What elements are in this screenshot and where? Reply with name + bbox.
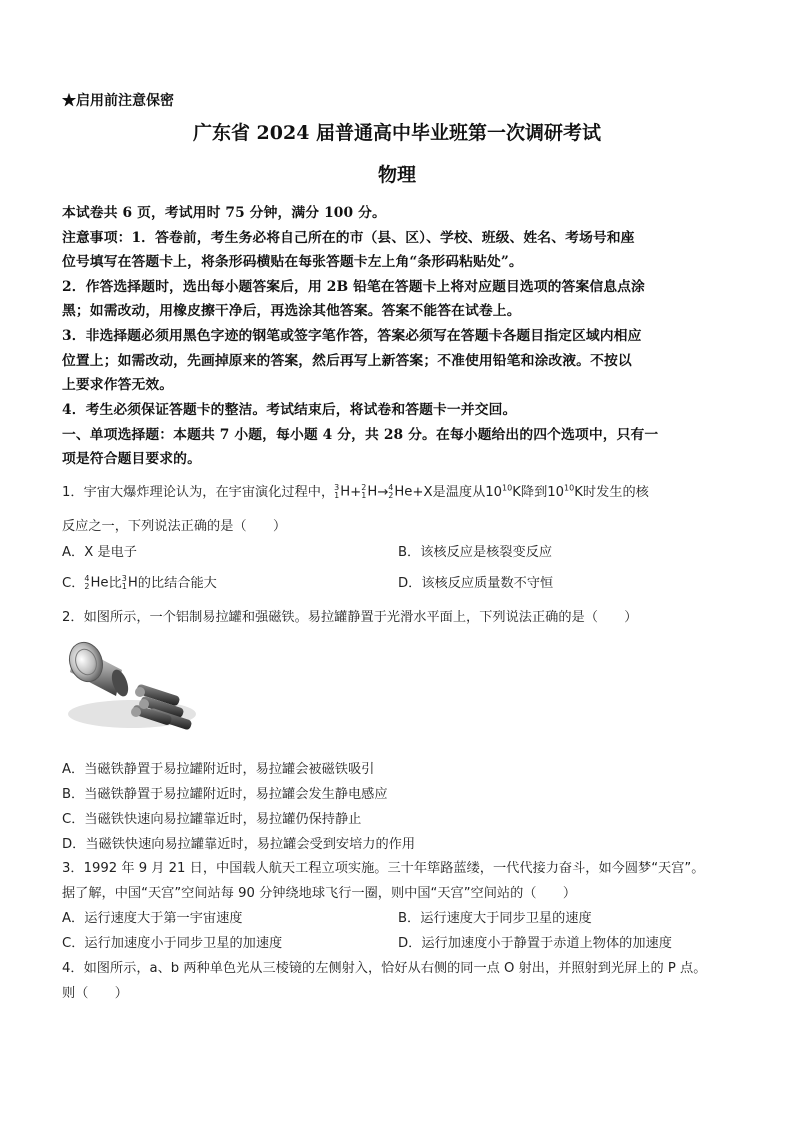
intro-line: 本试卷共 6 页，考试用时 75 分钟，满分 100 分。 — [62, 205, 386, 221]
question-2-option-a: A．当磁铁静置于易拉罐附近时，易拉罐会被磁铁吸引 — [62, 762, 375, 777]
note-3-line-2: 位置上；如需改动，先画掉原来的答案，然后再写上新答案；不准使用铅笔和涂改液。不按以 — [62, 353, 632, 369]
nuclide-he4-option — [84, 575, 108, 591]
question-1-option-d: D．该核反应质量数不守恒 — [398, 576, 554, 591]
can-and-magnet-figure — [62, 636, 200, 742]
q1-end-text: 时发生的核 — [582, 485, 649, 500]
temperature-2-exponent: 10 — [564, 483, 575, 493]
h3-symbol: H — [340, 485, 351, 500]
question-3-option-c: C．运行加速度小于同步卫星的加速度 — [62, 936, 283, 951]
question-4-stem-line-1: 4．如图所示，a、b 两种单色光从三棱镜的左侧射入，恰好从右侧的同一点 O 射出，并照射到光屏上的 P 点。 — [62, 961, 707, 976]
note-2-line-2: 黑；如需改动，用橡皮擦干净后，再选涂其他答案。答案不能答在试卷上。 — [62, 303, 521, 319]
question-1-option-c — [62, 572, 217, 591]
nuclide-h3-option — [122, 575, 138, 591]
q1-mid-text-2: 降到 — [520, 485, 548, 500]
he4-symbol: He — [394, 485, 413, 500]
question-3-option-a: A．运行速度大于第一宇宙速度 — [62, 911, 243, 926]
option-c-tail: 的比结合能大 — [137, 576, 217, 591]
opt-h3-symbol: H — [127, 576, 138, 591]
question-3-stem-line-2: 据了解，中国“天宫”空间站每 90 分钟绕地球飞行一圈，则中国“天宫”空间站的（ ） — [62, 886, 577, 901]
option-c-prefix: C． — [62, 576, 85, 591]
opt-h3-mass-number: 3 — [121, 574, 127, 584]
temperature-1-unit: K — [512, 485, 521, 500]
question-2-option-c: C．当磁铁快速向易拉罐靠近时，易拉罐仍保持静止 — [62, 812, 362, 827]
temperature-1-exponent: 10 — [502, 483, 513, 493]
note-3-line-1: 3．非选择题必须用黑色字迹的钢笔或签字笔作答，答案必须写在答题卡各题目指定区域内相应 — [62, 328, 642, 344]
reaction-arrow: → — [377, 485, 389, 500]
question-4-stem-line-2: 则（ ） — [62, 986, 128, 1001]
h2-mass-number: 2 — [361, 483, 367, 493]
opt-h3-charge-number: 1 — [121, 582, 127, 591]
question-1-stem-line-1 — [62, 481, 649, 500]
question-2-option-d: D．当磁铁快速向易拉罐靠近时，易拉罐会受到安培力的作用 — [62, 837, 416, 852]
q1-mid-text: 是温度从 — [432, 485, 486, 500]
note-1-line-1: 注意事项：1．答卷前，考生务必将自己所在的市（县、区）、学校、班级、姓名、考场号和座 — [62, 230, 635, 246]
question-1-stem-line-2: 反应之一，下列说法正确的是（ ） — [62, 519, 287, 534]
h2-symbol: H — [367, 485, 378, 500]
option-c-mid: 比 — [108, 576, 122, 591]
note-4: 4．考生必须保证答题卡的整洁。考试结束后，将试卷和答题卡一并交回。 — [62, 402, 517, 418]
h2-charge-number: 1 — [361, 491, 367, 500]
section-1-heading-line-1: 一、单项选择题：本题共 7 小题，每小题 4 分，共 28 分。在每小题给出的四个选项中，只有一 — [62, 427, 659, 443]
note-3-line-3: 上要求作答无效。 — [62, 377, 174, 393]
he4-mass-number: 4 — [388, 483, 394, 493]
question-3-option-b: B．运行速度大于同步卫星的速度 — [398, 911, 592, 926]
question-1-option-a: A．X 是电子 — [62, 545, 137, 560]
question-3-stem-line-1: 3．1992 年 9 月 21 日，中国载人航天工程立项实施。三十年筚路蓝缕，一代代接力奋斗，如今圆梦“天宫”。 — [62, 861, 705, 876]
temperature-1-base: 10 — [485, 485, 503, 500]
exam-title: 广东省 2024 届普通高中毕业班第一次调研考试 — [192, 122, 602, 144]
opt-he4-charge-number: 2 — [84, 582, 90, 591]
nuclide-h2 — [361, 484, 377, 500]
h3-mass-number: 3 — [334, 483, 340, 493]
note-2-line-1: 2．作答选择题时，选出每小题答案后，用 2B 铅笔在答题卡上将对应题目选项的答案信息点涂 — [62, 279, 645, 295]
temperature-2-unit: K — [574, 485, 583, 500]
question-1-option-b: B．该核反应是核裂变反应 — [398, 545, 553, 560]
subject-title: 物理 — [377, 164, 416, 186]
he4-charge-number: 2 — [388, 491, 394, 500]
opt-he4-symbol: He — [90, 576, 109, 591]
aluminum-can-shape — [64, 638, 131, 699]
temperature-2-base: 10 — [547, 485, 565, 500]
nuclide-h3 — [334, 484, 350, 500]
q1-prefix: 1．宇宙大爆炸理论认为，在宇宙演化过程中， — [62, 485, 335, 500]
note-1-line-2: 位号填写在答题卡上，将条形码横贴在每张答题卡左上角“条形码粘贴处”。 — [62, 254, 523, 270]
question-2-option-b: B．当磁铁静置于易拉罐附近时，易拉罐会发生静电感应 — [62, 787, 388, 802]
h3-charge-number: 1 — [334, 491, 340, 500]
question-2-stem: 2．如图所示，一个铝制易拉罐和强磁铁。易拉罐静置于光滑水平面上，下列说法正确的是（ ） — [62, 610, 638, 625]
equation-tail: +X — [412, 485, 433, 500]
confidential-label: ★启用前注意保密 — [62, 93, 174, 109]
plus-sign: + — [350, 485, 362, 500]
nuclide-he4 — [388, 484, 412, 500]
question-3-option-d: D．运行加速度小于静置于赤道上物体的加速度 — [398, 936, 672, 951]
opt-he4-mass-number: 4 — [84, 574, 90, 584]
section-1-heading-line-2: 项是符合题目要求的。 — [62, 451, 201, 467]
